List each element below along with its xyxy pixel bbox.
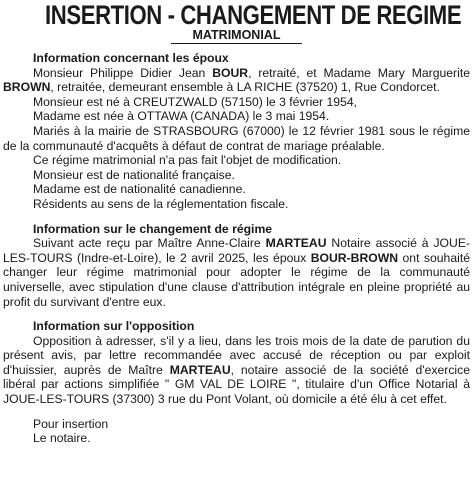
spouses-identity-paragraph: [3, 66, 470, 95]
notice-title: INSERTION - CHANGEMENT DE REGIME: [45, 0, 462, 30]
spouses-surname: BOUR-BROWN: [310, 250, 399, 265]
text-segment: ont souhaité changer leur régime matrimonial pour adopter le régime de la communauté universelle, avec stipulation d'une clause d'attribution intégrale en pleine propriété au profit du survivant d'entre eux.: [3, 250, 470, 309]
section-regime-change: [3, 222, 470, 310]
regime-change-paragraph: [3, 236, 470, 309]
notice-subtitle-text: MATRIMONIAL: [171, 28, 303, 44]
marriage-paragraph: Mariés à la mairie de STRASBOURG (67000) le 12 février 1981 sous le régime de la communauté d'acquêts à défaut de contrat de mariage préalable.: [3, 123, 470, 153]
wife-birth-line: Madame est née à OTTAWA (CANADA) le 3 mai 1954.: [33, 109, 330, 124]
text-segment: Suivant acte reçu par Maître Anne-Claire: [33, 236, 266, 251]
opposition-paragraph: [3, 334, 470, 407]
husband-nationality-line: Monsieur est de nationalité française.: [33, 167, 235, 182]
text-segment: , notaire associé de la société d'exercice libéral par actions simplifiée " GM VAL DE LOIRE ", titulaire d'un Office Notarial à JOUE-LES-TOURS (37300) 3 rue du Pont Volant, où domicile a été élu à cet effet.: [3, 362, 471, 407]
text-segment: Notaire associé à JOUE-LES-TOURS (Indre-et-Loire), le 2 avril 2025, les époux: [3, 236, 471, 265]
notary-name: MARTEAU: [265, 236, 327, 251]
notice-body: [3, 51, 470, 446]
wife-nationality-line: Madame est de nationalité canadienne.: [33, 182, 246, 197]
text-segment: Monsieur Philippe Didier Jean: [33, 65, 213, 80]
section-spouses: [3, 51, 470, 212]
surname-bour: BOUR: [212, 65, 249, 80]
notary-name: MARTEAU: [169, 362, 231, 377]
tax-residence-line: Résidents au sens de la réglementation fiscale.: [33, 196, 289, 211]
section-regime-change-heading: Information sur le changement de régime: [33, 221, 273, 236]
closing-line-signature: Le notaire.: [33, 431, 91, 446]
text-segment: Opposition à adresser, s'il y a lieu, dans les trois mois de la date de parution du présent avis, par lettre recommandée avec accusé de réception ou par exploit d'huissier, auprès de Maître: [3, 333, 470, 377]
closing-block: [3, 417, 470, 446]
text-segment: , retraitée, demeurant ensemble à LA RICHE (37520) 1, Rue Condorcet.: [50, 80, 440, 95]
surname-brown: BROWN: [3, 80, 51, 95]
notice-subtitle: [3, 28, 470, 44]
section-spouses-heading: Information concernant les époux: [33, 51, 229, 65]
text-segment: , retraité, et Madame Mary Marguerite: [248, 65, 470, 80]
husband-birth-line: Monsieur est né à CREUTZWALD (57150) le 3 février 1954,: [33, 94, 358, 109]
section-opposition: [3, 319, 470, 407]
regime-unchanged-line: Ce régime matrimonial n'a pas fait l'objet de modification.: [33, 153, 342, 168]
section-opposition-heading: Information sur l'opposition: [33, 319, 195, 334]
closing-line-insertion: Pour insertion: [33, 416, 109, 431]
